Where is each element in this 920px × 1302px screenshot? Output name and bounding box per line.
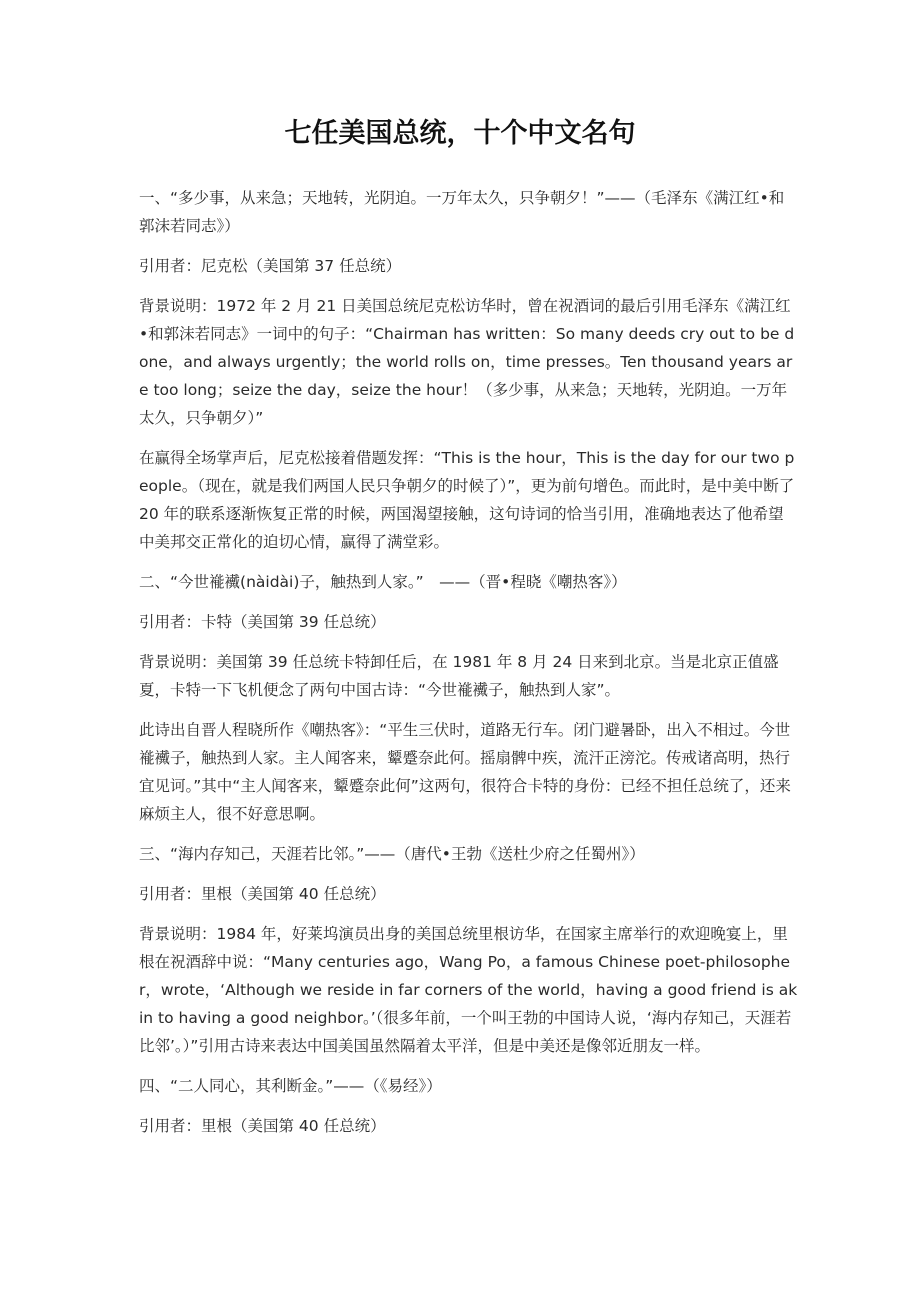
page-title: 七任美国总统，十个中文名句 [284,118,636,149]
section-1-background: 背景说明：1972 年 2 月 21 日美国总统尼克松访华时，曾在祝酒词的最后引用毛泽东《满江红•和郭沫若同志》一词中的句子：“Chairman has written：So many deeds cry out to be done，and always urgently；the world rolls on，time presses。Ten thousand years are too long；seize the day，seize the hour！（多少事，从来急；天地转，光阴迫。一万年太久，只争朝夕）” [139,297,795,427]
section-4-quoter: 引用者：里根（美国第 40 任总统） [139,1117,386,1135]
section-2-poem-note: 此诗出自晋人程晓所作《嘲热客》：“平生三伏时，道路无行车。闭门避暑卧，出入不相过。今世褦襶子，触热到人家。主人闻客来，颦蹙奈此何。摇扇髀中疾，流汗正滂沱。传戒诸高明，热行宜见诃。”其中“主人闻客来，颦蹙奈此何”这两句，很符合卡特的身份：已经不担任总统了，还来麻烦主人，很不好意思啊。 [139,721,791,823]
section-1-followup: 在赢得全场掌声后，尼克松接着借题发挥：“This is the hour，This is the day for our two people。（现在，就是我们两国人民只争朝夕的时候了）”，更为前句增色。而此时，是中美中断了 20 年的联系逐渐恢复正常的时候，两国渴望接触，这句诗词的恰当引用，准确地表达了他希望中美邦交正常化的迫切心情，赢得了满堂彩。 [139,449,795,551]
section-2-background: 背景说明：美国第 39 任总统卡特卸任后，在 1981 年 8 月 24 日来到北京。当是北京正值盛夏，卡特一下飞机便念了两句中国古诗：“今世褦襶子，触热到人家”。 [139,653,779,699]
section-2-quoter: 引用者：卡特（美国第 39 任总统） [139,613,386,631]
section-3-quote: 三、“海内存知己，天涯若比邻。”——（唐代•王勃《送杜少府之任蜀州》） [139,845,645,863]
section-1-quote: 一、“多少事，从来急；天地转，光阴迫。一万年太久，只争朝夕！”——（毛泽东《满江红•和郭沫若同志》） [139,189,785,235]
section-4-quote: 四、“二人同心，其利断金。”——（《易经》） [139,1077,442,1095]
section-3-background: 背景说明：1984 年，好莱坞演员出身的美国总统里根访华，在国家主席举行的欢迎晚宴上，里根在祝酒辞中说：“Many centuries ago，Wang Po，a famous Chinese poet-philosopher，wrote，‘Although we reside in far corners of the world，having a good friend is akin to having a good neighbor。’（很多年前，一个叫王勃的中国诗人说，‘海内存知己，天涯若比邻’。）”引用古诗来表达中国美国虽然隔着太平洋，但是中美还是像邻近朋友一样。 [139,925,798,1055]
document-body [139,184,799,1152]
section-2-quote: 二、“今世褦襶(nàidài)子，触热到人家。” ——（晋•程晓《嘲热客》） [139,573,627,591]
section-1-quoter: 引用者：尼克松（美国第 37 任总统） [139,257,402,275]
section-3-quoter: 引用者：里根（美国第 40 任总统） [139,885,386,903]
